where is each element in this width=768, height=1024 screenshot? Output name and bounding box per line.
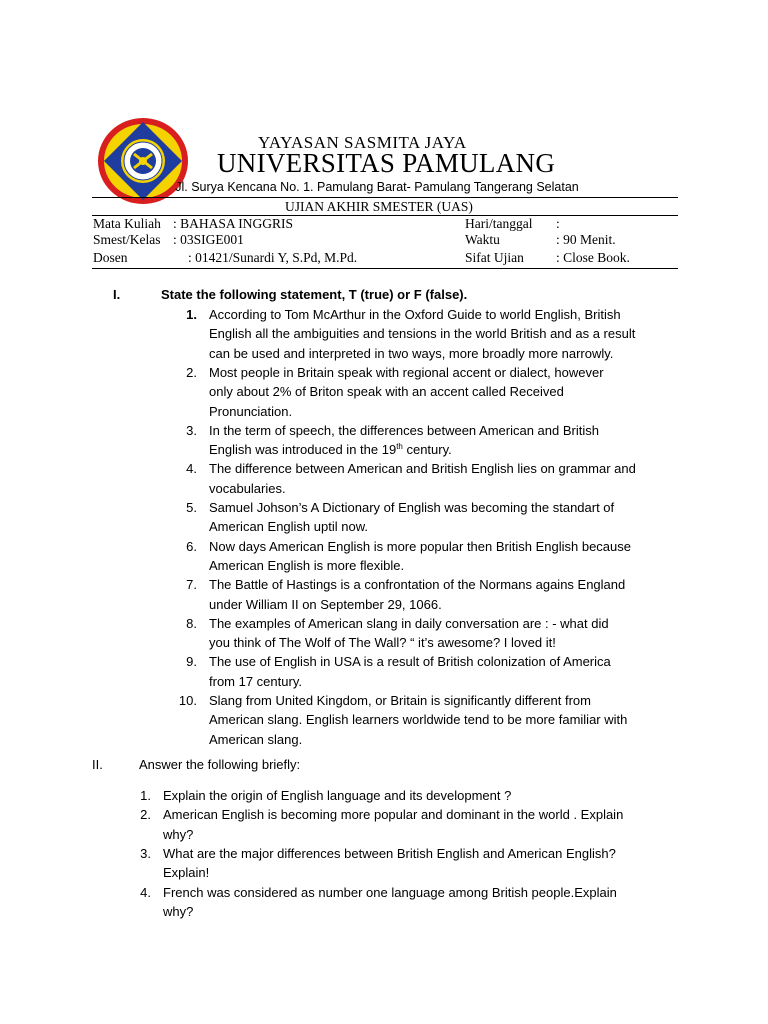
- section-1-item-number: 9.: [186, 654, 197, 670]
- section-1-item-line: vocabularies.: [209, 480, 286, 496]
- section-1-item-line: Most people in Britain speak with regional accent or dialect, however: [209, 364, 604, 380]
- section-2-item-number: 3.: [140, 845, 151, 861]
- section-2-item-line: Explain!: [163, 865, 210, 881]
- section-1-item-line: The examples of American slang in daily conversation are : - what did: [209, 615, 609, 631]
- divider-top: [92, 197, 678, 198]
- time-value: : 90 Menit.: [556, 232, 616, 247]
- section-1-item-line: According to Tom McArthur in the Oxford Guide to world English, British: [209, 307, 621, 322]
- section-2-item-line: why?: [163, 826, 194, 842]
- date-value: :: [556, 216, 560, 231]
- section-1-item-line: only about 2% of Briton speak with an accent called Received: [209, 384, 564, 400]
- date-label: Hari/tanggal: [465, 216, 533, 231]
- section-1-item-line: Now days American English is more popular then British English because: [209, 538, 631, 554]
- address: Jl. Surya Kencana No. 1. Pamulang Barat- Pamulang Tangerang Selatan: [175, 180, 579, 194]
- section-1-item-number: 1.: [186, 307, 197, 322]
- meta-row-class: [93, 232, 683, 250]
- section-1-item-line: [209, 440, 452, 459]
- line-text: English was introduced in the 19: [209, 442, 397, 458]
- section-1-item-number: 2.: [186, 364, 197, 380]
- section-1-item-line: American English uptil now.: [209, 519, 368, 535]
- section-1-item-number: 8.: [186, 615, 197, 631]
- type-label: Sifat Ujian: [465, 250, 524, 265]
- foundation-name: YAYASAN SASMITA JAYA: [258, 133, 467, 152]
- course-value: : BAHASA INGGRIS: [173, 216, 294, 231]
- section-2-item-line: Explain the origin of English language and its development ?: [163, 788, 512, 803]
- divider-bottom: [92, 268, 678, 269]
- section-1-item-line: In the term of speech, the differences between American and British: [209, 422, 599, 438]
- lecturer-value: : 01421/Sunardi Y, S.Pd, M.Pd.: [188, 250, 358, 265]
- section-1-item-number: 4.: [186, 461, 197, 477]
- section-1-item-line: American slang.: [209, 731, 303, 747]
- section-1-title: State the following statement, T (true) or F (false).: [161, 287, 468, 302]
- section-1-item-number: 7.: [186, 577, 197, 593]
- section-2-item-line: French was considered as number one language among British people.Explain: [163, 884, 617, 900]
- section-1-item-number: 10.: [178, 693, 197, 708]
- line-text: century.: [402, 442, 452, 458]
- section-1-item-number: 6.: [186, 538, 197, 554]
- section-1-item-line: under William II on September 29, 1066.: [209, 596, 442, 612]
- section-2-item-line: What are the major differences between British English and American English?: [163, 845, 616, 861]
- class-label: Smest/Kelas: [93, 232, 161, 247]
- section-1-item-number: 5.: [186, 500, 197, 515]
- section-1-item-line: American slang. English learners worldwide tend to be more familiar with: [209, 712, 628, 728]
- section-2-item-number: 4.: [140, 884, 151, 900]
- university-name: UNIVERSITAS PAMULANG: [217, 148, 556, 178]
- lecturer-label: Dosen: [93, 250, 128, 265]
- section-1-item-line: Pronunciation.: [209, 403, 293, 419]
- section-1-item-line: you think of The Wolf of The Wall? “ it’s awesome? I loved it!: [209, 635, 556, 651]
- section-2-item-line: American English is becoming more popular and dominant in the world . Explain: [163, 807, 624, 823]
- time-label: Waktu: [465, 232, 500, 247]
- section-1-item-line: The difference between American and British English lies on grammar and: [209, 461, 636, 477]
- class-value: : 03SIGE001: [173, 232, 244, 247]
- section-1-item-line: Slang from United Kingdom, or Britain is significantly different from: [209, 693, 591, 708]
- section-2-item-number: 2.: [140, 807, 151, 823]
- section-1-item-line: can be used and interpreted in two ways, more broadly more narrowly.: [209, 345, 614, 361]
- exam-title: UJIAN AKHIR SMESTER (UAS): [285, 199, 473, 214]
- superscript: th: [396, 442, 403, 452]
- section-2-title: Answer the following briefly:: [139, 757, 301, 772]
- section-2-item-line: why?: [163, 903, 194, 919]
- type-value: : Close Book.: [556, 250, 630, 265]
- section-2-number: II.: [92, 757, 103, 772]
- section-1-item-line: English all the ambiguities and tensions in the world British and as a result: [209, 326, 636, 342]
- section-1-item-line: American English is more flexible.: [209, 557, 405, 573]
- section-1-number: I.: [113, 287, 121, 302]
- section-1-item-line: Samuel Johson’s A Dictionary of English was becoming the standart of: [209, 500, 615, 515]
- section-1-item-number: 3.: [186, 422, 197, 438]
- section-1-item-line: The use of English in USA is a result of British colonization of America: [209, 654, 611, 670]
- section-2-item-number: 1.: [140, 788, 151, 803]
- meta-row-lecturer: [93, 250, 683, 268]
- section-1-item-line: The Battle of Hastings is a confrontation of the Normans agains England: [209, 577, 626, 593]
- section-1-item-line: from 17 century.: [209, 673, 302, 689]
- course-label: Mata Kuliah: [93, 216, 161, 231]
